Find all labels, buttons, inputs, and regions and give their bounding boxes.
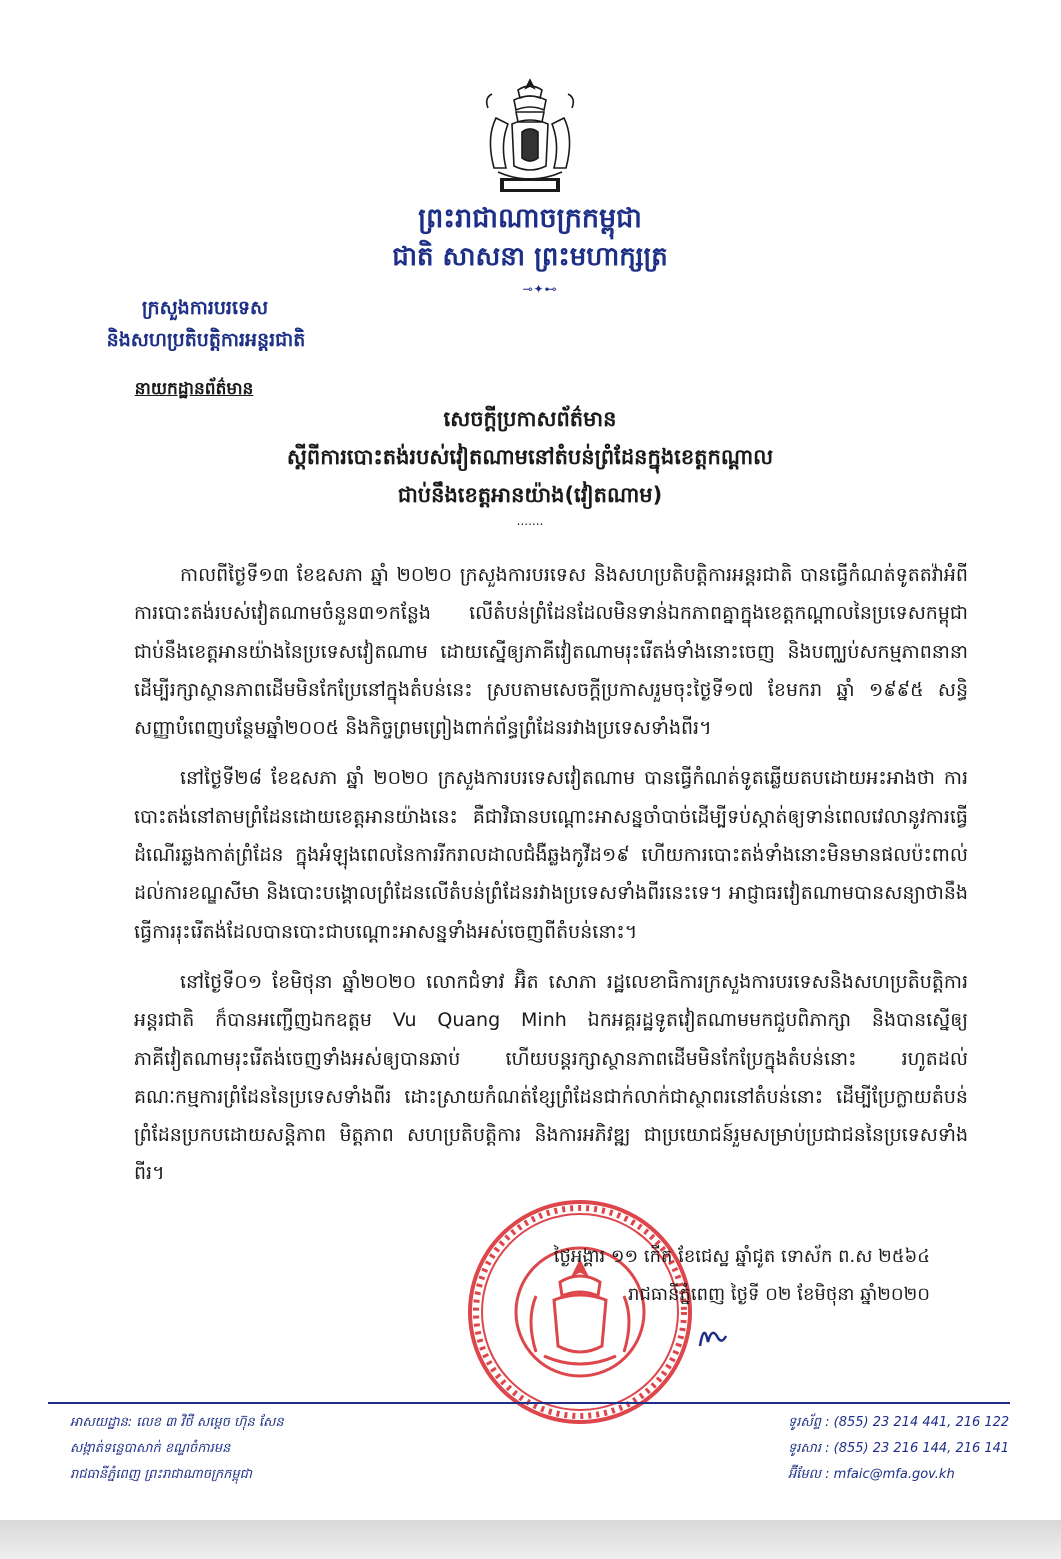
ministry-name-line2: និងសហប្រតិបត្តិការអន្តរជាតិ [106,329,306,351]
paragraph-1: កាលពីថ្ងៃទី១៣ ខែឧសភា ឆ្នាំ ២០២០ ក្រសួងការបរទេស និងសហប្រតិបត្តិការអន្តរជាតិ បានធ្វើកំណត់ទូតតវ៉ាអំពីការបោះតង់របស់វៀតណាមចំនួន៣១កន្លែង លើតំបន់ព្រំដែនដែលមិនទាន់ឯកភាពគ្នាក្នុងខេត្តកណ្តាលនៃប្រទេសកម្ពុជា ជាប់នឹងខេត្តអានយ៉ាងនៃប្រទេសវៀតណាម ដោយស្នើឲ្យភាគីវៀតណាមរុះរើតង់ទាំងនោះចេញ និងបញ្ឈប់សកម្មភាពនានា ដើម្បីរក្សាស្ថានភាពដើមមិនកែប្រែនៅក្នុងតំបន់នេះ ស្របតាមសេចក្តីប្រកាសរួមចុះថ្ងៃទី១៧ ខែមករា ឆ្នាំ ១៩៩៥ សន្ធិសញ្ញាបំពេញបន្ថែមឆ្នាំ២០០៥ និងកិច្ចព្រមព្រៀងពាក់ព័ន្ធព្រំដែនរវាងប្រទេសទាំងពីរ។ [134,564,968,740]
footer-divider [48,1402,1010,1404]
national-motto: ជាតិ សាសនា ព្រះមហាក្សត្រ [392,242,668,272]
phone-number: ទូរស័ព្ទ : (855) 23 214 441, 216 122 [788,1415,1010,1430]
document-body [134,556,968,1205]
title-separator: ....... [516,514,544,528]
solar-date: រាជធានីភ្នំពេញ ថ្ងៃទី ០២ ខែមិថុនា ឆ្នាំ២០២០ [628,1284,930,1305]
document-subject-line2: ជាប់នឹងខេត្តអានយ៉ាង(វៀតណាម) [397,483,663,507]
ornament-divider: ⊸✦⊷ [522,282,558,296]
ministry-name-line1: ក្រសួងការបរទេស [141,297,269,319]
fax-number: ទូរសារ : (855) 23 216 144, 216 141 [788,1441,1010,1456]
signature-icon [696,1316,730,1352]
document-subject-line1: ស្តីពីការបោះតង់របស់វៀតណាមនៅតំបន់ព្រំដែនក្នុងខេត្តកណ្តាល [286,445,774,469]
kingdom-name: ព្រះរាជាណាចក្រកម្ពុជា [418,203,642,234]
paragraph-2: នៅថ្ងៃទី២៨ ខែឧសភា ឆ្នាំ ២០២០ ក្រសួងការបរទេសវៀតណាម បានធ្វើកំណត់ទូតឆ្លើយតបដោយអះអាងថា ការបោះតង់នៅតាមព្រំដែនដោយខេត្តអានយ៉ាងនេះ គឺជាវិធានបណ្តោះអាសន្នចាំបាច់ដើម្បីទប់ស្កាត់ឲ្យទាន់ពេលវេលានូវការធ្វើដំណើរឆ្លងកាត់ព្រំដែន ក្នុងអំឡុងពេលនៃការរីករាលដាលជំងឺឆ្លងកូវីដ១៩ ហើយការបោះតង់ទាំងនោះមិនមានផលប៉ះពាល់ដល់ការខណ្ឌសីមា និងបោះបង្គោលព្រំដែនលើតំបន់ព្រំដែនរវាងប្រទេសទាំងពីរនេះទេ។ អាជ្ញាធរវៀតណាមបានសន្យាថានឹងធ្វើការរុះរើតង់ដែលបានបោះជាបណ្តោះអាសន្នទាំងអស់ចេញពីតំបន់នោះ។ [134,767,968,943]
document-title: សេចក្តីប្រកាសព័ត៌មាន [443,407,617,431]
footer-contact [788,1410,1018,1488]
date-block [470,1238,930,1314]
lunar-date: ថ្ងៃអង្គារ ១១ កើត ខែជេស្ឋ ឆ្នាំជូត ទោស័ក ព.ស ២៥៦៤ [553,1246,930,1267]
paragraph-3: នៅថ្ងៃទី០១ ខែមិថុនា ឆ្នាំ២០២០ លោកជំទាវ អ៊ិត សោភា រដ្ឋលេខាធិការក្រសួងការបរទេសនិងសហប្រតិបត្តិការអន្តរជាតិ ក៏បានអញ្ជើញឯកឧត្តម Vu Quang Minh ឯកអគ្គរដ្ឋទូតវៀតណាមមកជួបពិភាក្សា និងបានស្នើឲ្យភាគីវៀតណាមរុះរើតង់ចេញទាំងអស់ឲ្យបានឆាប់ ហើយបន្តរក្សាស្ថានភាពដើមមិនកែប្រែក្នុងតំបន់នោះ រហូតដល់គណៈកម្មការព្រំដែននៃប្រទេសទាំងពីរ ដោះស្រាយកំណត់ខ្សែព្រំដែនជាក់លាក់ជាស្ថាពរនៅតំបន់នោះ ដើម្បីប្រែក្លាយតំបន់ព្រំដែនប្រកបដោយសន្តិភាព មិត្តភាព សហប្រតិបត្តិការ និងការអភិវឌ្ឍ ជាប្រយោជន៍រួមសម្រាប់ប្រជាជននៃប្រទេសទាំងពីរ។ [134,970,968,1185]
address-line-3: រាជធានីភ្នំពេញ ព្រះរាជាណាចក្រកម្ពុជា [70,1467,252,1482]
address-line-1: អាសយដ្ឋាន: លេខ ៣ វិថី សម្តេច ហ៊ុន សែន [70,1415,284,1430]
footer-address [70,1410,370,1488]
royal-coat-of-arms-icon [478,78,582,196]
email-address: អ៊ីមែល : mfaic@mfa.gov.kh [788,1467,955,1482]
page-bottom-shadow [0,1520,1061,1559]
department-name: នាយកដ្ឋានព័ត៌មាន [134,379,254,399]
address-line-2: សង្កាត់ទន្លេបាសាក់ ខណ្ឌចំការមន [70,1441,231,1456]
